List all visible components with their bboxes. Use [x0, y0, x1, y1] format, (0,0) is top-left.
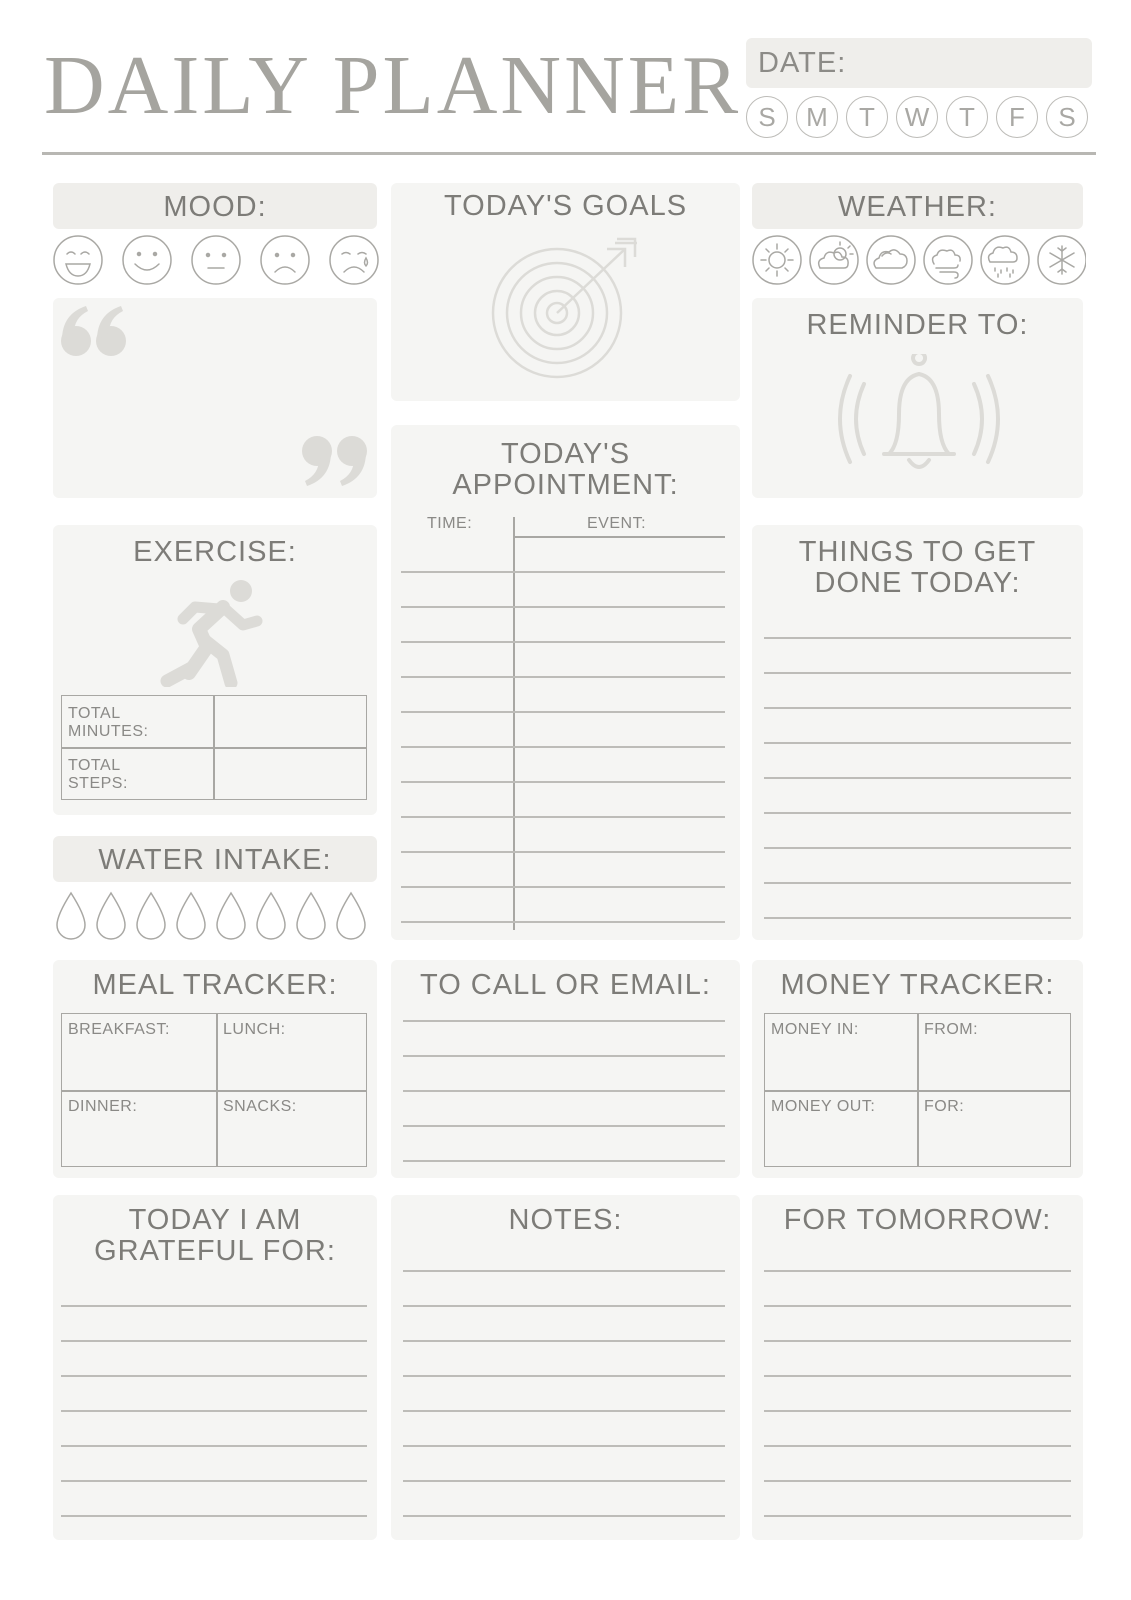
cloudy-icon[interactable]: [867, 236, 915, 284]
day-saturday[interactable]: S: [1046, 96, 1088, 138]
appointment-panel: [391, 425, 740, 940]
writing-line[interactable]: [401, 711, 725, 713]
writing-line[interactable]: [764, 742, 1071, 744]
writing-line[interactable]: [61, 1445, 367, 1447]
day-wednesday[interactable]: W: [896, 96, 938, 138]
water-drop-icon[interactable]: [337, 893, 365, 939]
writing-line[interactable]: [401, 676, 725, 678]
open-quote-icon: [59, 304, 131, 360]
exercise-table-row-divider: [61, 747, 367, 749]
runner-icon: [153, 577, 273, 687]
writing-line[interactable]: [61, 1480, 367, 1482]
day-tuesday[interactable]: T: [846, 96, 888, 138]
writing-line[interactable]: [401, 746, 725, 748]
writing-line[interactable]: [401, 921, 725, 923]
total-minutes-input[interactable]: [217, 699, 363, 745]
day-thursday[interactable]: T: [946, 96, 988, 138]
day-monday[interactable]: M: [796, 96, 838, 138]
water-drop-icon[interactable]: [57, 893, 85, 939]
writing-line[interactable]: [61, 1340, 367, 1342]
call-email-panel: [391, 960, 740, 1178]
mood-header: [53, 183, 377, 229]
things-to-do-panel: [752, 525, 1083, 940]
writing-line[interactable]: [403, 1480, 725, 1482]
money-out-cell[interactable]: MONEY OUT:: [771, 1098, 876, 1115]
writing-line[interactable]: [403, 1410, 725, 1412]
laughing-face-icon[interactable]: [54, 236, 102, 284]
writing-line[interactable]: [403, 1305, 725, 1307]
call-email-heading: TO CALL OR EMAIL:: [420, 969, 711, 1001]
snacks-cell[interactable]: SNACKS:: [223, 1098, 297, 1115]
mood-faces: [53, 234, 379, 286]
writing-line[interactable]: [403, 1515, 725, 1517]
writing-line[interactable]: [403, 1125, 725, 1127]
event-column-label: EVENT:: [587, 515, 647, 532]
writing-line[interactable]: [401, 816, 725, 818]
time-column-label: TIME:: [427, 515, 473, 532]
water-heading: WATER INTAKE:: [98, 844, 332, 876]
water-drop-icon[interactable]: [137, 893, 165, 939]
writing-line[interactable]: [764, 637, 1071, 639]
date-field[interactable]: [746, 38, 1092, 88]
water-drop-icon[interactable]: [297, 893, 325, 939]
writing-line[interactable]: [403, 1445, 725, 1447]
money-tracker-heading: MONEY TRACKER:: [780, 969, 1055, 1001]
notes-panel: [391, 1195, 740, 1540]
writing-line[interactable]: [403, 1340, 725, 1342]
writing-line[interactable]: [401, 781, 725, 783]
neutral-face-icon[interactable]: [192, 236, 240, 284]
writing-line[interactable]: [61, 1375, 367, 1377]
writing-line[interactable]: [403, 1160, 725, 1162]
writing-line[interactable]: [764, 1270, 1071, 1272]
windy-icon[interactable]: [924, 236, 972, 284]
day-sunday[interactable]: S: [746, 96, 788, 138]
weather-header: [752, 183, 1083, 229]
tomorrow-heading: FOR TOMORROW:: [783, 1204, 1052, 1236]
appointment-heading: TODAY'S APPOINTMENT:: [452, 438, 679, 501]
water-drop-icon[interactable]: [177, 893, 205, 939]
goals-heading: TODAY'S GOALS: [443, 190, 688, 222]
weather-heading: WEATHER:: [838, 191, 997, 223]
lunch-cell[interactable]: LUNCH:: [223, 1021, 286, 1038]
dinner-cell[interactable]: DINNER:: [68, 1098, 138, 1115]
meal-tracker-panel: [53, 960, 377, 1178]
writing-line[interactable]: [61, 1410, 367, 1412]
writing-line[interactable]: [764, 707, 1071, 709]
writing-line[interactable]: [764, 917, 1071, 919]
meal-grid-hdivider: [61, 1090, 367, 1092]
breakfast-cell[interactable]: BREAKFAST:: [68, 1021, 170, 1038]
tomorrow-panel: [752, 1195, 1083, 1540]
water-drop-icon[interactable]: [257, 893, 285, 939]
writing-line[interactable]: [401, 851, 725, 853]
day-friday[interactable]: F: [996, 96, 1038, 138]
writing-line[interactable]: [401, 641, 725, 643]
total-minutes-label: TOTAL MINUTES:: [68, 705, 149, 740]
sunny-icon[interactable]: [753, 236, 801, 284]
bell-icon: [834, 354, 1004, 484]
date-label: DATE:: [758, 47, 847, 79]
money-grid-hdivider: [764, 1090, 1071, 1092]
writing-line[interactable]: [403, 1270, 725, 1272]
writing-line[interactable]: [764, 1340, 1071, 1342]
total-steps-input[interactable]: [217, 751, 363, 797]
appointment-column-divider: [513, 517, 515, 930]
rainy-icon[interactable]: [981, 236, 1029, 284]
writing-line[interactable]: [764, 1375, 1071, 1377]
goals-panel[interactable]: [391, 183, 740, 401]
mood-heading: MOOD:: [163, 191, 267, 223]
partly-cloudy-icon[interactable]: [810, 236, 858, 284]
writing-line[interactable]: [401, 886, 725, 888]
writing-line[interactable]: [61, 1305, 367, 1307]
grateful-heading: TODAY I AM GRATEFUL FOR:: [94, 1204, 336, 1267]
writing-line[interactable]: [764, 847, 1071, 849]
writing-line[interactable]: [401, 571, 725, 573]
writing-line[interactable]: [403, 1090, 725, 1092]
sad-face-icon[interactable]: [261, 236, 309, 284]
exercise-heading: EXERCISE:: [133, 536, 297, 568]
writing-line[interactable]: [764, 1305, 1071, 1307]
total-steps-label: TOTAL STEPS:: [68, 757, 128, 792]
money-for-cell[interactable]: FOR:: [924, 1098, 965, 1115]
water-drop-icon[interactable]: [97, 893, 125, 939]
notes-heading: NOTES:: [508, 1204, 623, 1236]
smiling-face-icon[interactable]: [123, 236, 171, 284]
writing-line[interactable]: [764, 777, 1071, 779]
money-in-cell[interactable]: MONEY IN:: [771, 1021, 859, 1038]
header-divider: [42, 152, 1096, 155]
writing-line[interactable]: [403, 1020, 725, 1022]
writing-line[interactable]: [764, 1515, 1071, 1517]
reminder-heading: REMINDER TO:: [806, 309, 1029, 341]
water-drops: [56, 890, 376, 940]
page-title: DAILY PLANNER: [44, 39, 742, 132]
grateful-panel: [53, 1195, 377, 1540]
writing-line[interactable]: [764, 812, 1071, 814]
water-header: [53, 836, 377, 882]
writing-line[interactable]: [403, 1375, 725, 1377]
writing-line[interactable]: [61, 1515, 367, 1517]
money-from-cell[interactable]: FROM:: [924, 1021, 979, 1038]
writing-line[interactable]: [764, 672, 1071, 674]
writing-line[interactable]: [401, 606, 725, 608]
writing-line[interactable]: [764, 882, 1071, 884]
snow-icon[interactable]: [1038, 236, 1086, 284]
meal-tracker-heading: MEAL TRACKER:: [92, 969, 338, 1001]
reminder-panel[interactable]: [752, 298, 1083, 498]
money-tracker-panel: [752, 960, 1083, 1178]
target-icon: [487, 229, 647, 379]
quote-panel[interactable]: [53, 298, 377, 498]
water-drop-icon[interactable]: [217, 893, 245, 939]
writing-line[interactable]: [764, 1410, 1071, 1412]
exercise-panel: [53, 525, 377, 815]
crying-face-icon[interactable]: [330, 236, 378, 284]
weather-icons: [752, 234, 1086, 286]
writing-line[interactable]: [403, 1055, 725, 1057]
writing-line[interactable]: [764, 1480, 1071, 1482]
writing-line[interactable]: [764, 1445, 1071, 1447]
things-to-do-heading: THINGS TO GET DONE TODAY:: [798, 536, 1037, 599]
close-quote-icon: [297, 432, 369, 488]
appointment-header-line: [513, 536, 725, 538]
